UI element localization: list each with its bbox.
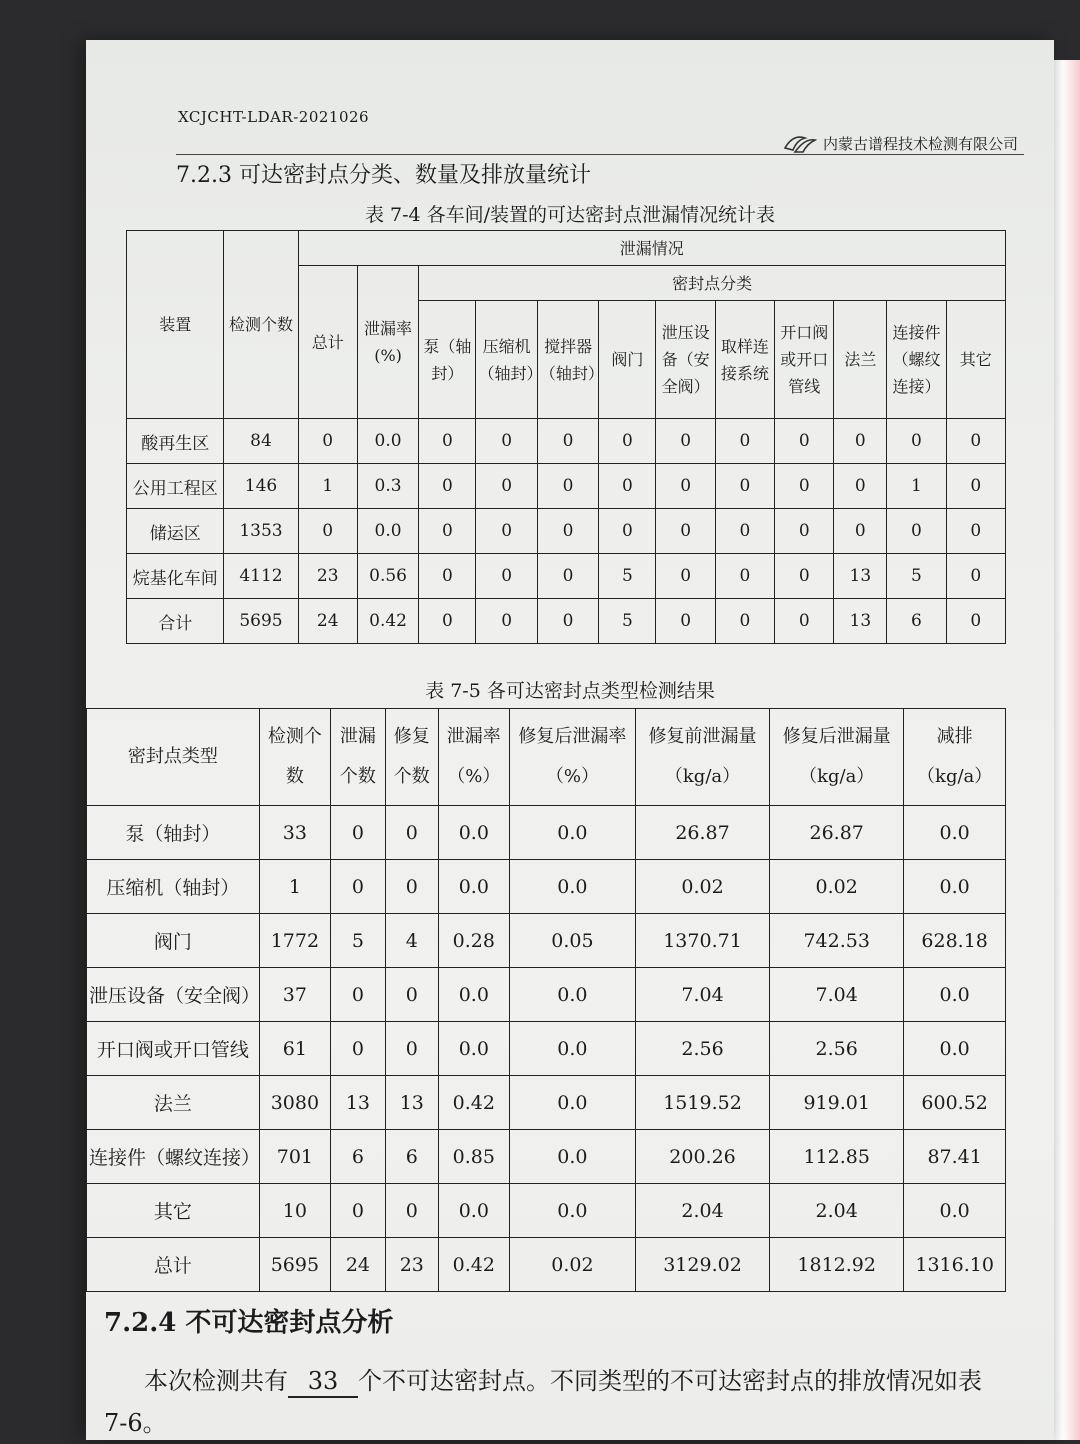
table-cell: 0 — [385, 968, 438, 1022]
table-cell: 0 — [330, 1184, 385, 1238]
table-cell: 0.0 — [904, 1022, 1006, 1076]
company-name: 内蒙古谱程技术检测有限公司 — [822, 134, 1018, 153]
table-cell: 0 — [537, 419, 598, 464]
table-cell: 0 — [775, 464, 834, 509]
table-cell: 5695 — [224, 599, 298, 644]
table-cell: 0 — [385, 806, 438, 860]
table-cell: 13 — [330, 1076, 385, 1130]
table-cell: 0 — [537, 554, 598, 599]
row-label-cell: 酸再生区 — [127, 419, 224, 464]
row-label-cell: 合计 — [127, 599, 224, 644]
table-cell: 0.02 — [770, 860, 904, 914]
table-cell: 1 — [887, 464, 946, 509]
table-7-5-caption: 表 7-5 各可达密封点类型检测结果 — [425, 680, 715, 702]
table-cell: 0 — [775, 599, 834, 644]
table-cell: 24 — [330, 1238, 385, 1292]
table-cell: 84 — [224, 419, 298, 464]
table-cell: 7.04 — [635, 968, 769, 1022]
table-cell: 1812.92 — [770, 1238, 904, 1292]
table-cell: 23 — [298, 554, 357, 599]
table-row — [127, 464, 1006, 509]
table-cell: 628.18 — [904, 914, 1006, 968]
table-cell: 1316.10 — [904, 1238, 1006, 1292]
table-cell: 0.42 — [438, 1238, 509, 1292]
table-cell: 1353 — [224, 509, 298, 554]
table-cell: 0 — [715, 419, 774, 464]
table-cell: 0 — [419, 554, 476, 599]
table-cell: 26.87 — [635, 806, 769, 860]
table-cell: 6 — [887, 599, 946, 644]
table-cell: 0.0 — [509, 1130, 635, 1184]
table-cell: 0 — [419, 419, 476, 464]
table-cell: 0 — [298, 509, 357, 554]
header-rule — [176, 154, 1024, 155]
header-connector: 连接件（螺纹连接） — [887, 301, 946, 419]
table-cell: 23 — [385, 1238, 438, 1292]
table-cell: 742.53 — [770, 914, 904, 968]
table-cell: 61 — [259, 1022, 330, 1076]
header-after-rate: 修复后泄漏率（%） — [509, 709, 635, 806]
table-cell: 0.0 — [438, 968, 509, 1022]
table-cell: 2.04 — [770, 1184, 904, 1238]
table-cell: 3129.02 — [635, 1238, 769, 1292]
table-cell: 0.0 — [509, 1022, 635, 1076]
table-row — [127, 509, 1006, 554]
table-cell: 5 — [599, 554, 656, 599]
table-cell: 5 — [887, 554, 946, 599]
table-cell: 600.52 — [904, 1076, 1006, 1130]
unreachable-count-blank: 33 — [288, 1366, 358, 1398]
row-label-cell: 开口阀或开口管线 — [87, 1022, 260, 1076]
table-cell: 5695 — [259, 1238, 330, 1292]
table-cell: 0.0 — [357, 509, 418, 554]
adjacent-page-edge — [1052, 60, 1080, 1440]
table-cell: 1772 — [259, 914, 330, 968]
table-cell: 919.01 — [770, 1076, 904, 1130]
row-label-cell: 阀门 — [87, 914, 260, 968]
table-cell: 0.0 — [904, 860, 1006, 914]
header-leak-group: 泄漏情况 — [298, 231, 1005, 266]
table-cell: 0 — [476, 464, 537, 509]
table-cell: 0 — [946, 509, 1005, 554]
row-label-cell: 连接件（螺纹连接） — [87, 1130, 260, 1184]
table-cell: 0.0 — [509, 1184, 635, 1238]
table-cell: 0.02 — [635, 860, 769, 914]
table-cell: 0 — [419, 599, 476, 644]
header-other: 其它 — [946, 301, 1005, 419]
table-cell: 0.0 — [904, 806, 1006, 860]
table-cell: 146 — [224, 464, 298, 509]
table-cell: 24 — [298, 599, 357, 644]
row-label-cell: 法兰 — [87, 1076, 260, 1130]
table-cell: 1519.52 — [635, 1076, 769, 1130]
doc-code: XCJCHT-LDAR-2021026 — [178, 108, 370, 126]
table-cell: 1 — [298, 464, 357, 509]
table-cell: 0 — [775, 509, 834, 554]
row-label-cell: 烷基化车间 — [127, 554, 224, 599]
table-cell: 0 — [715, 554, 774, 599]
table-cell: 0 — [537, 599, 598, 644]
table-cell: 0 — [656, 599, 715, 644]
table-cell: 0.85 — [438, 1130, 509, 1184]
table-cell: 0.02 — [509, 1238, 635, 1292]
table-row — [87, 1238, 1006, 1292]
table-cell: 2.04 — [635, 1184, 769, 1238]
table-7-4-body — [127, 419, 1006, 644]
table-row — [127, 599, 1006, 644]
table-cell: 6 — [330, 1130, 385, 1184]
table-cell: 0 — [385, 1184, 438, 1238]
table-cell: 13 — [834, 599, 887, 644]
header-flange: 法兰 — [834, 301, 887, 419]
table-cell: 200.26 — [635, 1130, 769, 1184]
table-cell: 0 — [419, 509, 476, 554]
table-row — [87, 914, 1006, 968]
table-cell: 0 — [715, 509, 774, 554]
row-label-cell: 公用工程区 — [127, 464, 224, 509]
document-page — [86, 40, 1054, 1440]
table-cell: 0 — [834, 419, 887, 464]
table-row — [87, 1130, 1006, 1184]
header-sampling: 取样连接系统 — [715, 301, 774, 419]
table-cell: 0.0 — [357, 419, 418, 464]
table-cell: 0 — [834, 464, 887, 509]
header-seal-type: 密封点类型 — [87, 709, 260, 806]
table-cell: 0.0 — [509, 860, 635, 914]
table-cell: 0 — [537, 509, 598, 554]
header-open-valve: 开口阀或开口管线 — [775, 301, 834, 419]
table-cell: 13 — [834, 554, 887, 599]
header-after-amount: 修复后泄漏量（kg/a） — [770, 709, 904, 806]
table-cell: 0 — [599, 509, 656, 554]
table-cell: 0.42 — [357, 599, 418, 644]
header-detect-count: 检测个数 — [224, 231, 298, 419]
table-cell: 0 — [330, 1022, 385, 1076]
table-cell: 1370.71 — [635, 914, 769, 968]
header-relief: 泄压设备（安全阀） — [656, 301, 715, 419]
header-seal-group: 密封点分类 — [419, 266, 1006, 301]
table-cell: 26.87 — [770, 806, 904, 860]
table-cell: 0.56 — [357, 554, 418, 599]
table-cell: 0.0 — [509, 968, 635, 1022]
header-compressor: 压缩机（轴封） — [476, 301, 537, 419]
table-cell: 0 — [946, 554, 1005, 599]
table-cell: 87.41 — [904, 1130, 1006, 1184]
header-total: 总计 — [298, 266, 357, 419]
table-cell: 0.0 — [438, 806, 509, 860]
table-cell: 0 — [656, 509, 715, 554]
table-cell: 0 — [775, 554, 834, 599]
table-cell: 0 — [599, 419, 656, 464]
section-7-2-4-title: 7.2.4 不可达密封点分析 — [104, 1308, 394, 1338]
table-cell: 4 — [385, 914, 438, 968]
table-cell: 0 — [775, 419, 834, 464]
table-row — [87, 806, 1006, 860]
section-7-2-3-title: 7.2.3 可达密封点分类、数量及排放量统计 — [176, 163, 591, 188]
table-7-5-body — [87, 806, 1006, 1292]
company-logo-icon — [783, 132, 817, 154]
table-cell: 0 — [946, 599, 1005, 644]
table-cell: 0.0 — [438, 1184, 509, 1238]
table-cell: 0 — [298, 419, 357, 464]
paragraph-suffix: 个不可达密封点。不同类型的不可达密封点的排放情况如表 7-6。 — [104, 1367, 982, 1437]
section-7-2-4-paragraph — [104, 1360, 1004, 1444]
table-cell: 0 — [330, 860, 385, 914]
table-cell: 0 — [476, 599, 537, 644]
table-7-4 — [126, 230, 1006, 644]
table-cell: 0.28 — [438, 914, 509, 968]
table-row — [87, 860, 1006, 914]
table-cell: 0 — [887, 509, 946, 554]
table-cell: 0 — [330, 806, 385, 860]
table-cell: 0.0 — [904, 1184, 1006, 1238]
table-cell: 0 — [656, 554, 715, 599]
table-cell: 13 — [385, 1076, 438, 1130]
paragraph-prefix: 本次检测共有 — [144, 1367, 288, 1395]
header-mixer: 搅拌器（轴封） — [537, 301, 598, 419]
table-cell: 0.0 — [438, 860, 509, 914]
row-label-cell: 其它 — [87, 1184, 260, 1238]
table-cell: 0.05 — [509, 914, 635, 968]
table-cell: 37 — [259, 968, 330, 1022]
table-cell: 4112 — [224, 554, 298, 599]
table-cell: 0 — [476, 509, 537, 554]
table-cell: 0 — [834, 509, 887, 554]
table-row — [127, 554, 1006, 599]
header-detect-count: 检测个数 — [259, 709, 330, 806]
table-cell: 0 — [656, 464, 715, 509]
row-label-cell: 压缩机（轴封） — [87, 860, 260, 914]
table-cell: 3080 — [259, 1076, 330, 1130]
table-cell: 2.56 — [770, 1022, 904, 1076]
header-before-amount: 修复前泄漏量（kg/a） — [635, 709, 769, 806]
table-cell: 0.0 — [438, 1022, 509, 1076]
table-cell: 701 — [259, 1130, 330, 1184]
table-cell: 2.56 — [635, 1022, 769, 1076]
table-cell: 0 — [715, 464, 774, 509]
header-leak-rate: 泄漏率（%） — [438, 709, 509, 806]
header-leak-rate: 泄漏率(%) — [357, 266, 418, 419]
company-header — [783, 132, 1018, 154]
table-cell: 0.42 — [438, 1076, 509, 1130]
table-cell: 0 — [537, 464, 598, 509]
table-cell: 0 — [385, 860, 438, 914]
table-cell: 6 — [385, 1130, 438, 1184]
table-cell: 0.0 — [904, 968, 1006, 1022]
header-pump: 泵（轴封） — [419, 301, 476, 419]
table-row — [127, 419, 1006, 464]
table-cell: 112.85 — [770, 1130, 904, 1184]
table-row — [87, 1022, 1006, 1076]
table-cell: 0 — [476, 554, 537, 599]
table-cell: 1 — [259, 860, 330, 914]
table-cell: 0.0 — [509, 806, 635, 860]
table-cell: 0 — [385, 1022, 438, 1076]
table-cell: 0 — [887, 419, 946, 464]
row-label-cell: 泵（轴封） — [87, 806, 260, 860]
header-device: 装置 — [127, 231, 224, 419]
table-cell: 5 — [599, 599, 656, 644]
row-label-cell: 泄压设备（安全阀） — [87, 968, 260, 1022]
table-row — [87, 1184, 1006, 1238]
table-cell: 0 — [946, 464, 1005, 509]
table-cell: 5 — [330, 914, 385, 968]
table-cell: 0 — [656, 419, 715, 464]
table-row — [87, 1076, 1006, 1130]
table-cell: 0 — [419, 464, 476, 509]
table-row — [87, 968, 1006, 1022]
header-reduction: 减排（kg/a） — [904, 709, 1006, 806]
table-cell: 7.04 — [770, 968, 904, 1022]
table-cell: 0 — [476, 419, 537, 464]
table-cell: 10 — [259, 1184, 330, 1238]
table-cell: 0 — [599, 464, 656, 509]
table-cell: 0 — [715, 599, 774, 644]
table-cell: 33 — [259, 806, 330, 860]
row-label-cell: 总计 — [87, 1238, 260, 1292]
table-7-5 — [86, 708, 1006, 1292]
header-repair-count: 修复个数 — [385, 709, 438, 806]
header-valve: 阀门 — [599, 301, 656, 419]
row-label-cell: 储运区 — [127, 509, 224, 554]
table-cell: 0 — [946, 419, 1005, 464]
header-leak-count: 泄漏个数 — [330, 709, 385, 806]
table-cell: 0.0 — [509, 1076, 635, 1130]
table-cell: 0 — [330, 968, 385, 1022]
table-cell: 0.3 — [357, 464, 418, 509]
table-7-4-caption: 表 7-4 各车间/装置的可达密封点泄漏情况统计表 — [364, 204, 776, 226]
